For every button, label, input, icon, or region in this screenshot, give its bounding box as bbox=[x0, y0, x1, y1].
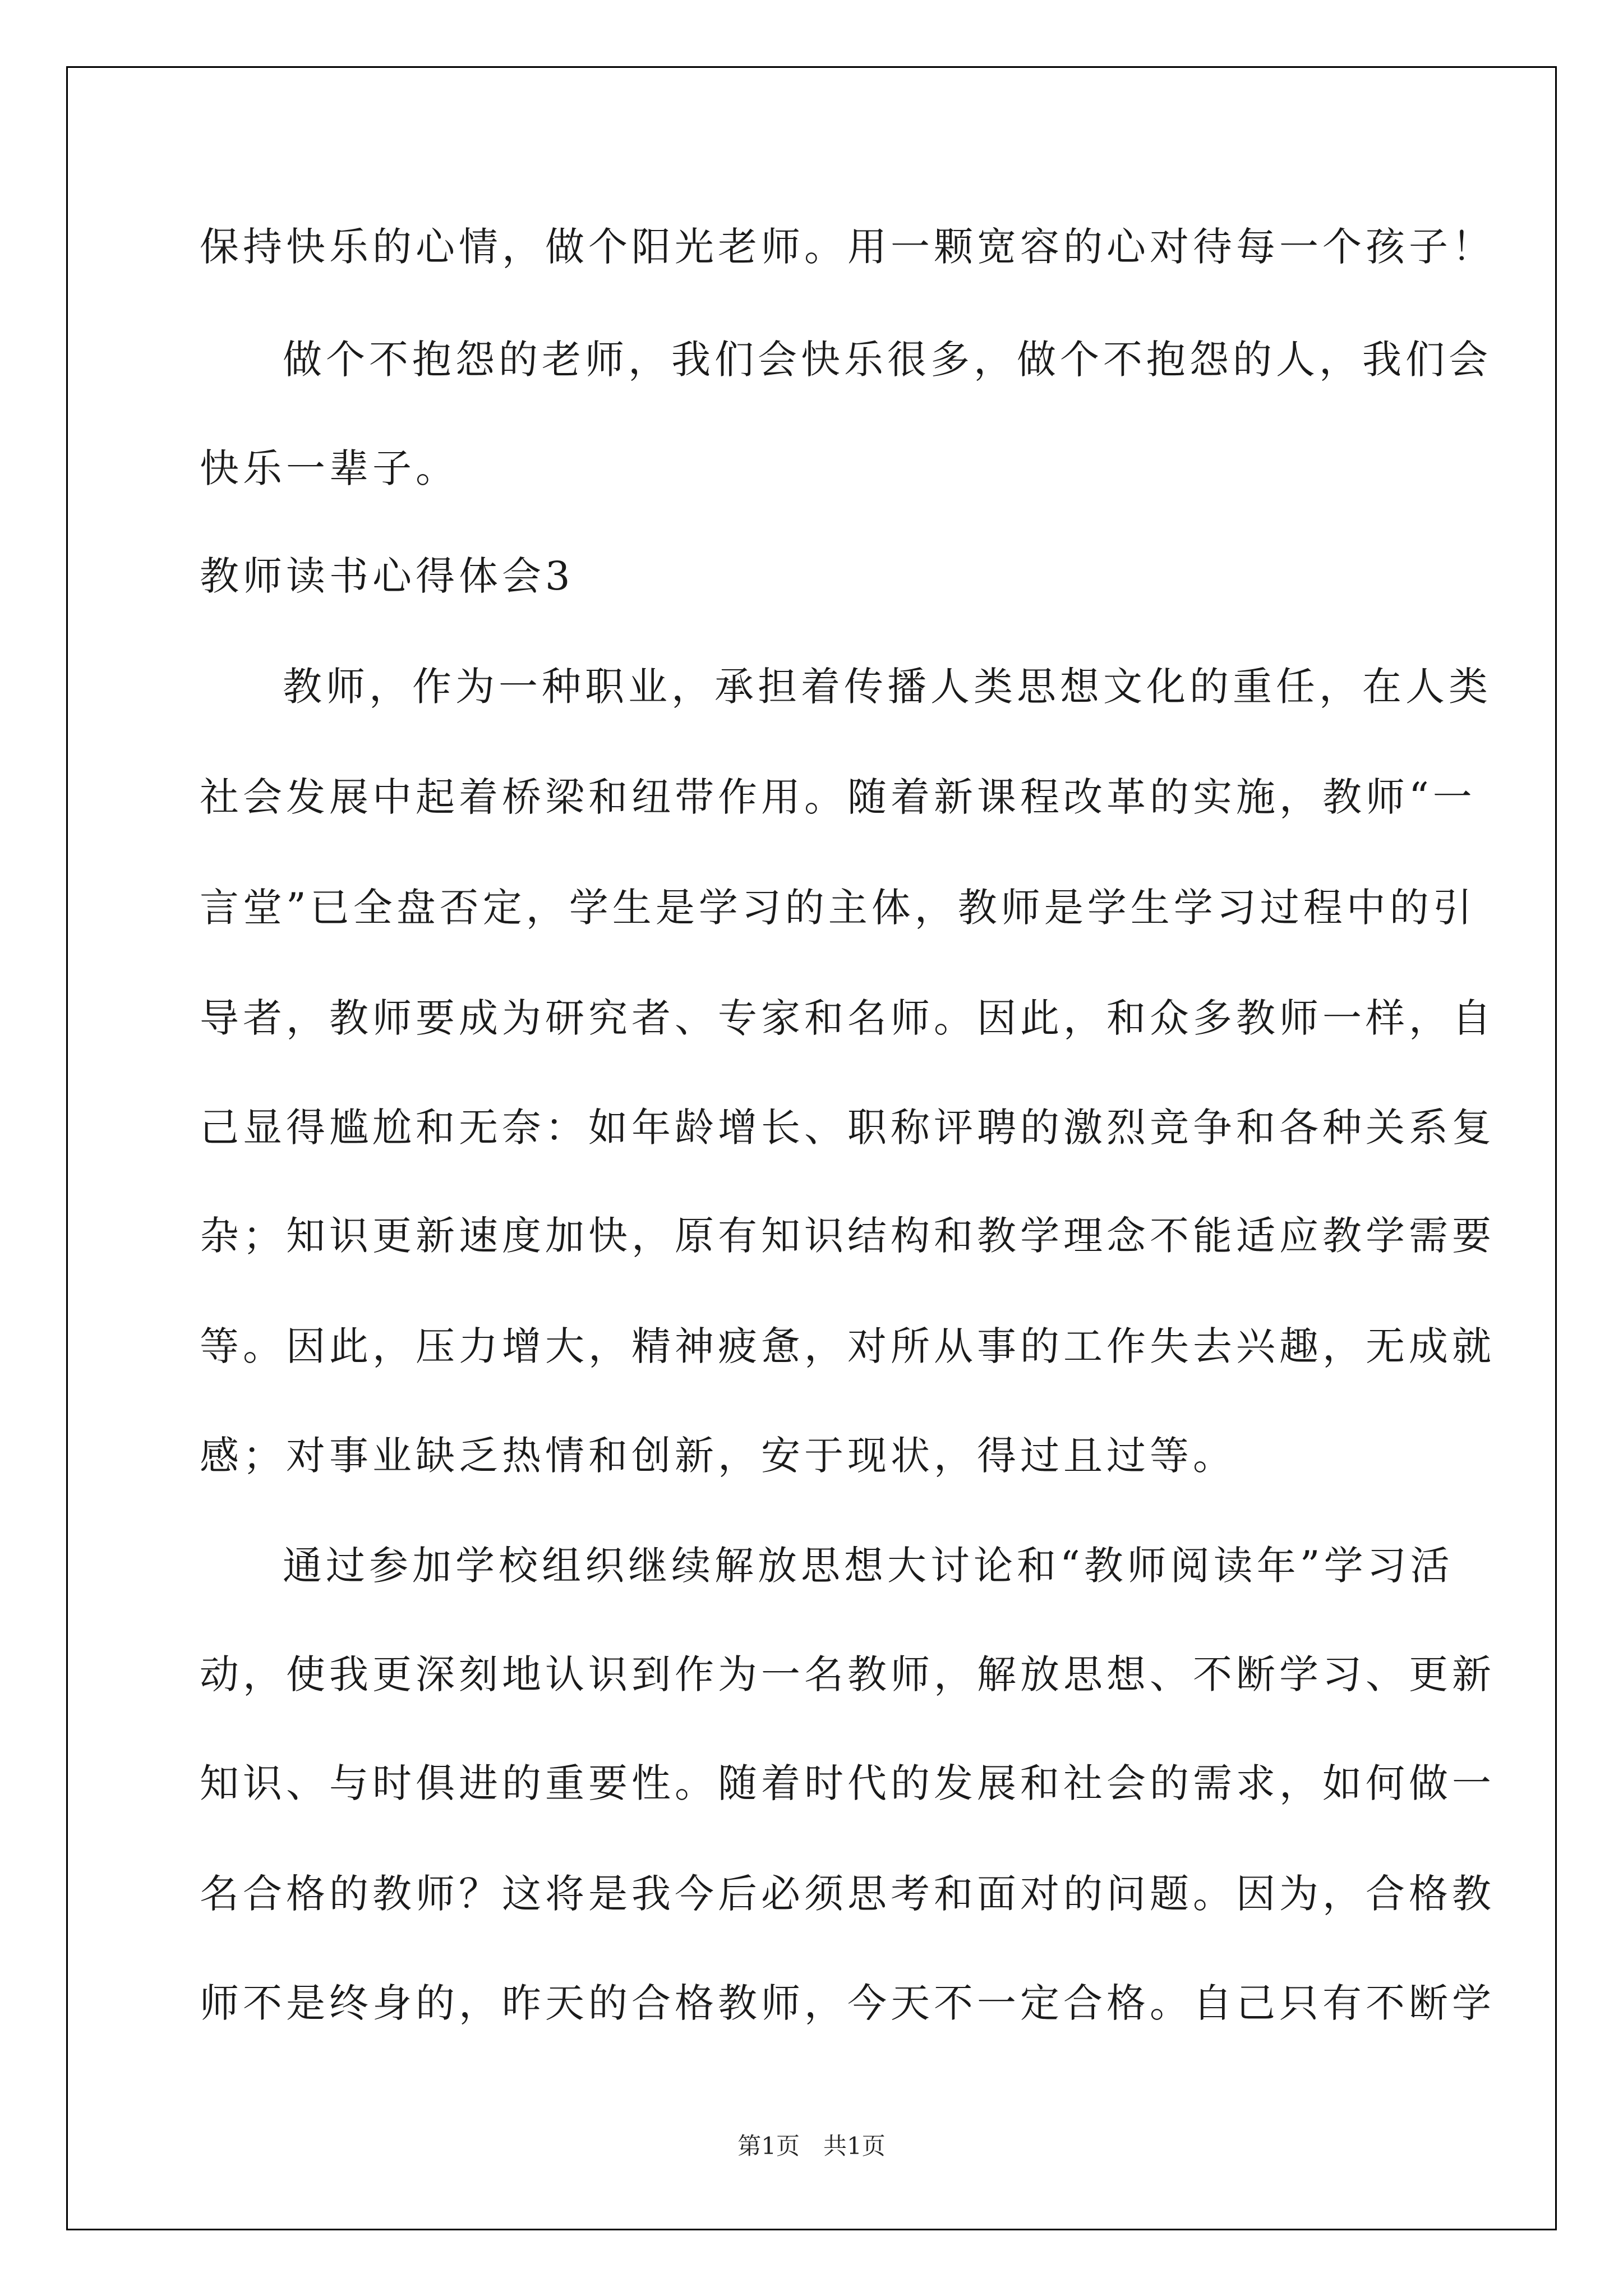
text-line: 保持快乐的心情，做个阳光老师。用一颗宽容的心对待每一个孩子！ bbox=[200, 224, 1495, 270]
paragraph-start: 通过参加学校组织继续解放思想大讨论和“教师阅读年”学习活 bbox=[283, 1543, 1454, 1589]
page-footer: 第1页 共1页 bbox=[737, 2132, 886, 2160]
text-line: 己显得尴尬和无奈：如年龄增长、职称评聘的激烈竞争和各种关系复 bbox=[200, 1105, 1495, 1151]
text-line: 等。因此，压力增大，精神疲惫，对所从事的工作失去兴趣，无成就 bbox=[200, 1323, 1495, 1369]
text-line: 社会发展中起着桥梁和纽带作用。随着新课程改革的实施，教师“一 bbox=[200, 774, 1476, 820]
text-line: 名合格的教师？这将是我今后必须思考和面对的问题。因为，合格教 bbox=[200, 1871, 1495, 1917]
text-line: 言堂”已全盘否定，学生是学习的主体，教师是学生学习过程中的引 bbox=[200, 885, 1476, 931]
text-line: 感；对事业缺乏热情和创新，安于现状，得过且过等。 bbox=[200, 1433, 1236, 1479]
section-heading: 教师读书心得体会3 bbox=[200, 553, 574, 599]
text-line: 师不是终身的，昨天的合格教师，今天不一定合格。自己只有不断学 bbox=[200, 1980, 1495, 2026]
text-line: 快乐一辈子。 bbox=[200, 445, 459, 491]
paragraph-start: 做个不抱怨的老师，我们会快乐很多，做个不抱怨的人，我们会 bbox=[283, 337, 1492, 383]
paragraph-start: 教师，作为一种职业，承担着传播人类思想文化的重任，在人类 bbox=[283, 664, 1492, 710]
text-line: 杂；知识更新速度加快，原有知识结构和教学理念不能适应教学需要 bbox=[200, 1213, 1495, 1259]
text-line: 知识、与时俱进的重要性。随着时代的发展和社会的需求，如何做一 bbox=[200, 1760, 1495, 1806]
text-line: 导者，教师要成为研究者、专家和名师。因此，和众多教师一样，自 bbox=[200, 995, 1495, 1041]
text-line: 动，使我更深刻地认识到作为一名教师，解放思想、不断学习、更新 bbox=[200, 1651, 1495, 1697]
